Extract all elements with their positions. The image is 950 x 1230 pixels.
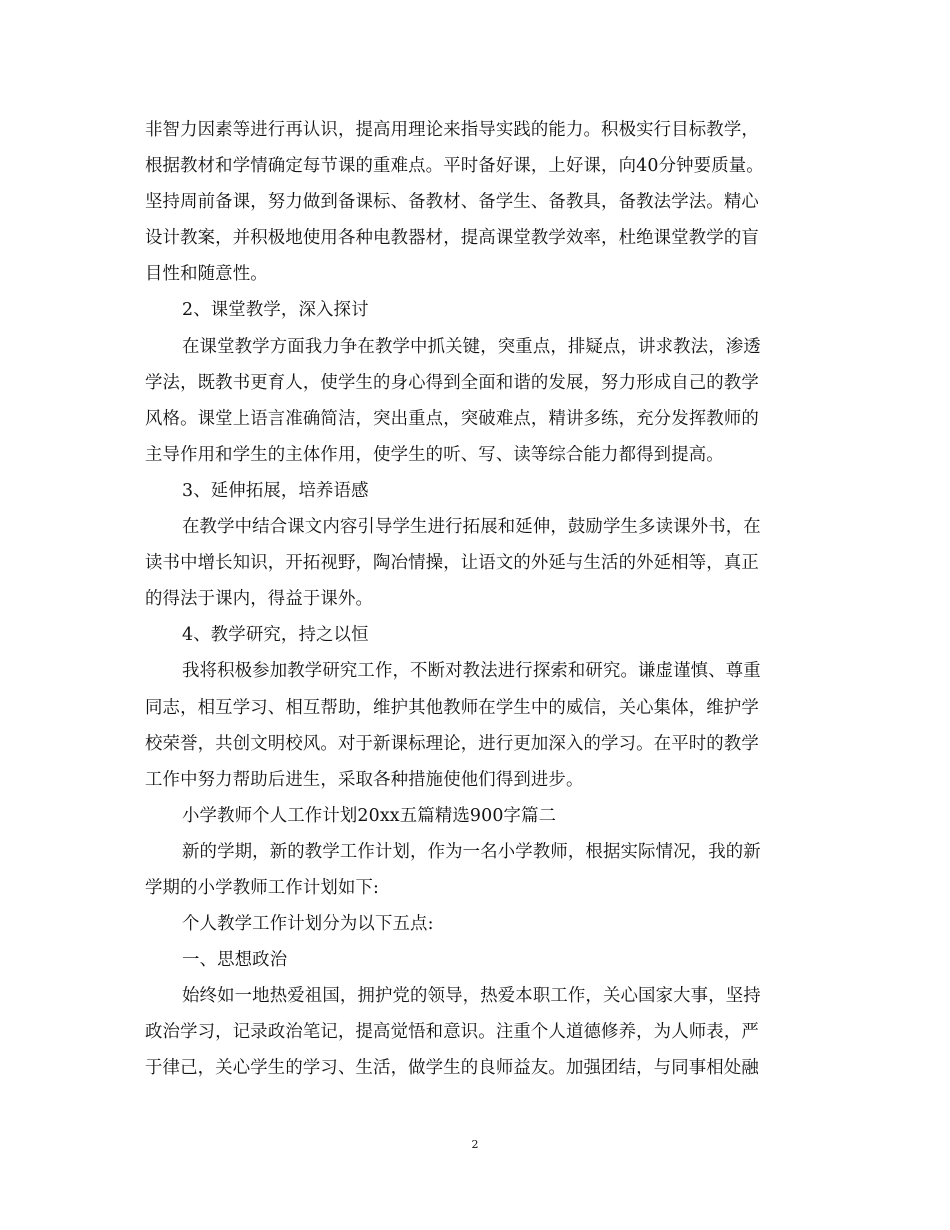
- section-heading: 一、思想政治: [182, 950, 288, 971]
- paragraph-line: 学期的小学教师工作计划如下:: [145, 877, 380, 898]
- paragraph-line: 新的学期，新的教学工作计划，作为一名小学教师，根据实际情况，我的新: [182, 841, 761, 862]
- paragraph-line: 风格。课堂上语言准确简洁，突出重点，突破难点，精讲多练，充分发挥教师的: [145, 408, 759, 429]
- paragraph-line: 的得法于课内，得益于课外。: [145, 589, 374, 610]
- paragraph-line: 坚持周前备课，努力做到备课标、备教材、备学生、备教具，备教法学法。精心: [145, 192, 759, 213]
- paragraph-line: 政治学习，记录政治笔记，提高觉悟和意识。注重个人道德修养，为人师表，严: [145, 1022, 759, 1043]
- paragraph-line: 根据教材和学情确定每节课的重难点。平时备好课，上好课，向40分钟要质量。: [145, 156, 764, 177]
- body-text: [145, 112, 835, 1087]
- paragraph-line: 设计教案，并积极地使用各种电教器材，提高课堂教学效率，杜绝课堂教学的盲: [145, 228, 759, 249]
- paragraph-line: 同志，相互学习、相互帮助，维护其他教师在学生中的威信，关心集体，维护学: [145, 697, 759, 718]
- paragraph-line: 始终如一地热爱祖国，拥护党的领导，热爱本职工作，关心国家大事，坚持: [182, 986, 761, 1007]
- page-number: 2: [471, 1138, 479, 1151]
- paragraph-line: 读书中增长知识，开拓视野，陶冶情操，让语文的外延与生活的外延相等，真正: [145, 553, 759, 574]
- paragraph-line: 在教学中结合课文内容引导学生进行拓展和延伸，鼓励学生多读课外书，在: [182, 517, 761, 538]
- paragraph-line: 我将积极参加教学研究工作，不断对教法进行探索和研究。谦虚谨慎、尊重: [182, 661, 761, 682]
- paragraph-line: 在课堂教学方面我力争在教学中抓关键，突重点，排疑点，讲求教法，渗透: [182, 336, 761, 357]
- section-heading: 3、延伸拓展，培养语感: [182, 480, 369, 501]
- section-heading: 4、教学研究，持之以恒: [182, 625, 369, 646]
- paragraph-line: 个人教学工作计划分为以下五点:: [182, 914, 434, 935]
- paragraph-line: 目性和随意性。: [145, 264, 268, 285]
- paragraph-line: 学法，既教书更育人，使学生的身心得到全面和谐的发展，努力形成自己的教学: [145, 372, 759, 393]
- paragraph-line: 主导作用和学生的主体作用，使学生的听、写、读等综合能力都得到提高。: [145, 444, 724, 465]
- paragraph-line: 校荣誉，共创文明校风。对于新课标理论，进行更加深入的学习。在平时的教学: [145, 733, 759, 754]
- paragraph-line: 于律己，关心学生的学习、生活，做学生的良师益友。加强团结，与同事相处融: [145, 1058, 759, 1079]
- article-title: 小学教师个人工作计划20xx五篇精选900字篇二: [182, 805, 557, 826]
- section-heading: 2、课堂教学，深入探讨: [182, 300, 369, 321]
- paragraph-line: 工作中努力帮助后进生，采取各种措施使他们得到进步。: [145, 769, 584, 790]
- paragraph-line: 非智力因素等进行再认识，提高用理论来指导实践的能力。积极实行目标教学，: [145, 120, 759, 140]
